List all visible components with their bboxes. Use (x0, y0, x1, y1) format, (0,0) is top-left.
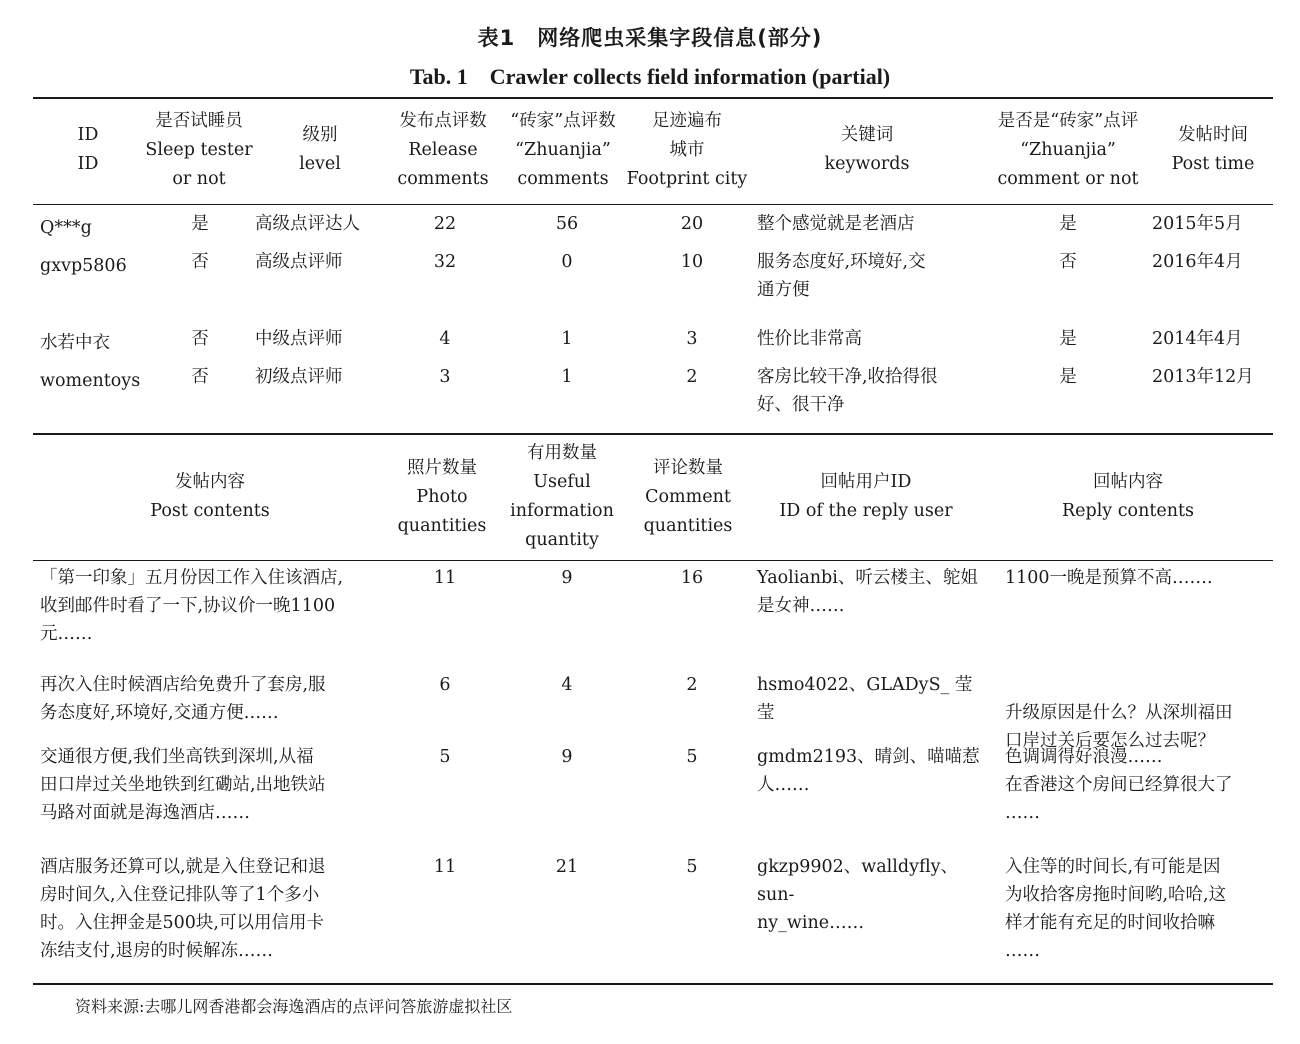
cell-keywords-line: 服务态度好,环境好,交 (757, 252, 926, 272)
cell-zhuanjia-line: 1 (561, 367, 573, 387)
cell-reply-users-line: ny_wine…… (757, 913, 865, 933)
cell-post-content (40, 853, 390, 965)
header-level-line: 级别 (302, 125, 338, 145)
cell-keywords-line: 好、很干净 (757, 395, 845, 415)
cell-id (40, 252, 150, 280)
cell-city (652, 248, 732, 276)
cell-useful (527, 564, 607, 592)
cell-reply-content-line (1005, 592, 1275, 620)
cell-reply-content (1005, 564, 1275, 620)
cell-useful-line: 4 (561, 675, 573, 695)
header-comment-quantities-line: 评论数量 (653, 457, 723, 478)
header-post-time-line: Post time (1171, 154, 1255, 174)
header-zhuanjia-comments-line: “砖家”点评数 (510, 110, 616, 131)
cell-reply-content (1005, 743, 1275, 827)
cell-level-line: 初级点评师 (255, 367, 343, 387)
header-photo-quantities-line: 照片数量 (407, 457, 477, 478)
cell-post-time (1152, 325, 1272, 353)
header-level (258, 121, 382, 179)
cell-reply-content-line: …… (1005, 803, 1040, 823)
cell-is-zhuanjia (1038, 248, 1098, 276)
cell-city (652, 210, 732, 238)
cell-city-line: 3 (686, 329, 698, 349)
cell-zhuanjia-line: 56 (555, 214, 579, 234)
cell-zhuanjia (527, 363, 607, 391)
cell-level (255, 325, 385, 353)
header-comment-quantities-line: Comment (645, 486, 731, 507)
cell-reply-users-line: hsmo4022、GLADyS_ 莹 (757, 675, 973, 695)
cell-level (255, 210, 385, 238)
cell-photo (405, 564, 485, 592)
header-reply-contents-line: Reply contents (1061, 501, 1195, 521)
cell-reply-content-line: 在香港这个房间已经算很大了 (1005, 775, 1233, 795)
cell-post-time (1152, 210, 1272, 238)
header-release-comments (384, 107, 502, 194)
cell-photo (405, 743, 485, 771)
cell-reply-users-line: gmdm2193、晴剑、喵喵惹 (757, 747, 980, 767)
cell-post-content-line: 「第一印象」五月份因工作入住该酒店, (40, 568, 344, 588)
cell-sleep-tester (170, 210, 230, 238)
cell-comment (652, 743, 732, 771)
cell-id (40, 214, 150, 242)
cell-useful (527, 743, 607, 771)
cell-useful-line: 9 (561, 568, 573, 588)
header-release-comments-line: Release (408, 139, 478, 160)
cell-id-line: womentoys (40, 371, 141, 391)
cell-post-content-line: 元…… (40, 624, 93, 644)
cell-sleep-tester (170, 325, 230, 353)
cell-release (405, 363, 485, 391)
cell-zhuanjia-line: 1 (561, 329, 573, 349)
cell-post-content-line: 再次入住时候酒店给免费升了套房,服 (40, 675, 326, 695)
header-reply-user-id (752, 468, 980, 526)
header-sleep-tester-line: or not (172, 168, 226, 189)
cell-photo-line: 6 (439, 675, 451, 695)
header-reply-user-id-line: 回帖用户ID (820, 472, 912, 492)
cell-sleep-tester (170, 248, 230, 276)
header-id (38, 121, 138, 179)
cell-keywords (757, 363, 982, 419)
cell-is-zhuanjia-line: 是 (1059, 367, 1077, 387)
cell-post-content (40, 564, 390, 648)
header-release-comments-line: 发布点评数 (399, 110, 487, 131)
header-release-comments-line: comments (397, 168, 489, 189)
cell-keywords-line: 整个感觉就是老酒店 (757, 214, 915, 234)
cell-photo-line: 11 (433, 568, 457, 588)
header-post-time-line: 发帖时间 (1178, 125, 1248, 145)
cell-reply-users-line: 人…… (757, 775, 810, 795)
cell-post-time-line: 2013年12月 (1152, 367, 1254, 387)
header-zhuanjia-comments-line: comments (517, 168, 609, 189)
cell-photo (405, 853, 485, 881)
header-post-time (1154, 121, 1272, 179)
cell-reply-content-line: 升级原因是什么？从深圳福田 (1005, 703, 1233, 723)
cell-zhuanjia (527, 325, 607, 353)
cell-comment-line: 5 (686, 747, 698, 767)
cell-post-content-line: 房时间久,入住登记排队等了1个多小 (40, 885, 320, 905)
cell-reply-users (757, 743, 982, 799)
cell-reply-users (757, 564, 982, 620)
cell-comment (652, 564, 732, 592)
cell-sleep-tester-line: 否 (191, 367, 209, 387)
cell-sleep-tester-line: 否 (191, 329, 209, 349)
cell-reply-content-line: 入住等的时间长,有可能是因 (1005, 857, 1221, 877)
header-keywords (752, 121, 982, 179)
header-id-line: ID (77, 125, 99, 145)
cell-level (255, 248, 385, 276)
cell-post-time (1152, 363, 1272, 391)
cell-release-line: 4 (439, 329, 451, 349)
header-footprint-city-line: 城市 (669, 139, 705, 160)
cell-post-content-line: 田口岸过关坐地铁到红磡站,出地铁站 (40, 775, 326, 795)
cell-release-line: 3 (439, 367, 451, 387)
cell-reply-users-line: Yaolianbi、听云楼主、鸵姐 (757, 568, 978, 588)
header-reply-user-id-line: ID of the reply user (779, 501, 953, 521)
cell-useful-line: 21 (555, 857, 579, 877)
cell-reply-content-line: 1100一晚是预算不高……. (1005, 568, 1213, 588)
cell-photo-line: 11 (433, 857, 457, 877)
cell-post-content-line: 马路对面就是海逸酒店…… (40, 803, 250, 823)
cell-release-line: 32 (433, 252, 457, 272)
cell-comment (652, 853, 732, 881)
cell-post-content-line: 酒店服务还算可以,就是入住登记和退 (40, 857, 326, 877)
cell-sleep-tester-line: 是 (191, 214, 209, 234)
header-comment-quantities-line: quantities (643, 515, 733, 536)
cell-reply-users-line: gkzp9902、walldyfly、sun- (757, 857, 959, 905)
bottom-rule (33, 983, 1273, 985)
cell-post-content (40, 671, 390, 727)
header-reply-contents-line: 回帖内容 (1093, 472, 1163, 492)
header-photo-quantities-line: quantities (397, 515, 487, 536)
cell-is-zhuanjia-line: 是 (1059, 214, 1077, 234)
header-sleep-tester-line: Sleep tester (145, 139, 253, 160)
header-comment-quantities (626, 454, 750, 541)
top-rule (33, 97, 1273, 99)
cell-post-content-line: 时。入住押金是500块,可以用信用卡 (40, 913, 324, 933)
header-id-line: ID (77, 154, 99, 174)
cell-keywords (757, 248, 982, 304)
cell-reply-content-line: 色调调得好浪漫…… (1005, 747, 1163, 767)
cell-reply-content-line: 为收拾客房拖时间哟,哈哈,这 (1005, 885, 1227, 905)
cell-post-content-line: 冻结支付,退房的时候解冻…… (40, 941, 274, 961)
header-keywords-line: keywords (824, 154, 910, 174)
header-useful-quantity-line: Useful (533, 472, 591, 492)
cell-post-content (40, 743, 390, 827)
section-rule (33, 433, 1273, 435)
cell-release-line: 22 (433, 214, 457, 234)
cell-post-time (1152, 248, 1272, 276)
cell-comment-line: 2 (686, 675, 698, 695)
cell-level-line: 高级点评师 (255, 252, 343, 272)
cell-zhuanjia (527, 210, 607, 238)
header-sleep-tester (140, 107, 258, 194)
header-level-line: level (299, 154, 341, 174)
header-reply-contents (982, 468, 1274, 526)
cell-release (405, 248, 485, 276)
cell-reply-content-line: …… (1005, 941, 1040, 961)
cell-reply-users (757, 853, 982, 937)
cell-sleep-tester-line: 否 (191, 252, 209, 272)
table-title-english: Tab. 1 Crawler collects field information (partial) (409, 64, 891, 89)
cell-id-line: Q***g (40, 218, 92, 238)
cell-level-line: 高级点评达人 (255, 214, 360, 234)
cell-level-line: 中级点评师 (255, 329, 343, 349)
cell-city (652, 363, 732, 391)
header-zhuanjia-comments-line: “Zhuanjia” (515, 139, 611, 160)
cell-post-content-line: 交通很方便,我们坐高铁到深圳,从福 (40, 747, 314, 767)
header-footprint-city (624, 107, 750, 194)
cell-level (255, 363, 385, 391)
cell-city-line: 2 (686, 367, 698, 387)
cell-post-content-line: 收到邮件时看了一下,协议价一晚1100 (40, 596, 336, 616)
header-rule-1 (33, 204, 1273, 205)
cell-useful (527, 853, 607, 881)
header-is-zhuanjia-line: 是否是“砖家”点评 (997, 110, 1139, 131)
cell-useful-line: 9 (561, 747, 573, 767)
cell-release (405, 325, 485, 353)
header-useful-quantity-line: quantity (525, 530, 599, 550)
cell-zhuanjia (527, 248, 607, 276)
cell-post-content-line: 务态度好,环境好,交通方便…… (40, 703, 279, 723)
header-rule-2 (33, 560, 1273, 561)
header-post-contents-line: Post contents (150, 501, 270, 521)
cell-photo-line: 5 (439, 747, 451, 767)
cell-city-line: 10 (680, 252, 704, 272)
cell-post-time-line: 2016年4月 (1152, 252, 1243, 272)
header-post-contents-line: 发帖内容 (175, 472, 245, 492)
cell-id (40, 367, 150, 395)
cell-comment-line: 5 (686, 857, 698, 877)
cell-reply-users (757, 671, 982, 727)
header-zhuanjia-comments (502, 107, 624, 194)
cell-is-zhuanjia (1038, 363, 1098, 391)
cell-keywords (757, 210, 982, 238)
header-post-contents (38, 468, 382, 526)
cell-reply-content-line (1005, 671, 1275, 699)
cell-reply-users-line: 莹 (757, 703, 775, 723)
cell-id-line: gxvp5806 (40, 256, 127, 276)
header-photo-quantities-line: Photo (416, 486, 468, 507)
header-photo-quantities (386, 454, 498, 541)
header-useful-quantity-line: information (510, 501, 614, 521)
cell-is-zhuanjia (1038, 210, 1098, 238)
cell-sleep-tester (170, 363, 230, 391)
header-useful-quantity-line: 有用数量 (527, 443, 597, 463)
cell-keywords-line: 客房比较干净,收拾得很 (757, 367, 938, 387)
table-title-chinese: 表1 网络爬虫采集字段信息(部分) (477, 26, 823, 50)
cell-reply-content-line: 口岸过关后要怎么过去呢？ (1005, 731, 1215, 751)
cell-post-time-line: 2014年4月 (1152, 329, 1243, 349)
cell-city (652, 325, 732, 353)
header-footprint-city-line: 足迹遍布 (652, 110, 722, 131)
cell-photo (405, 671, 485, 699)
header-keywords-line: 关键词 (840, 125, 894, 145)
cell-is-zhuanjia (1038, 325, 1098, 353)
header-is-zhuanjia (982, 107, 1154, 194)
header-footprint-city-line: Footprint city (626, 168, 748, 189)
source-note: 资料来源:去哪儿网香港都会海逸酒店的点评问答旅游虚拟社区 (75, 997, 513, 1016)
cell-reply-users-line: 是女神…… (757, 596, 845, 616)
cell-is-zhuanjia-line: 是 (1059, 329, 1077, 349)
cell-id-line: 水若中衣 (40, 333, 110, 353)
header-is-zhuanjia-line: “Zhuanjia” (1020, 139, 1116, 160)
cell-city-line: 20 (680, 214, 704, 234)
cell-reply-content (1005, 853, 1275, 965)
cell-keywords-line: 通方便 (757, 280, 810, 300)
cell-release (405, 210, 485, 238)
cell-zhuanjia-line: 0 (561, 252, 573, 272)
cell-keywords (757, 325, 982, 353)
cell-is-zhuanjia-line: 否 (1059, 252, 1077, 272)
cell-id (40, 329, 150, 357)
cell-comment-line: 16 (680, 568, 704, 588)
header-useful-quantity (502, 439, 622, 555)
header-sleep-tester-line: 是否试睡员 (155, 110, 243, 131)
header-is-zhuanjia-line: comment or not (997, 168, 1139, 189)
cell-reply-content-line: 样才能有充足的时间收拾嘛 (1005, 913, 1215, 933)
cell-post-time-line: 2015年5月 (1152, 214, 1243, 234)
cell-keywords-line: 性价比非常高 (757, 329, 862, 349)
cell-useful (527, 671, 607, 699)
cell-comment (652, 671, 732, 699)
